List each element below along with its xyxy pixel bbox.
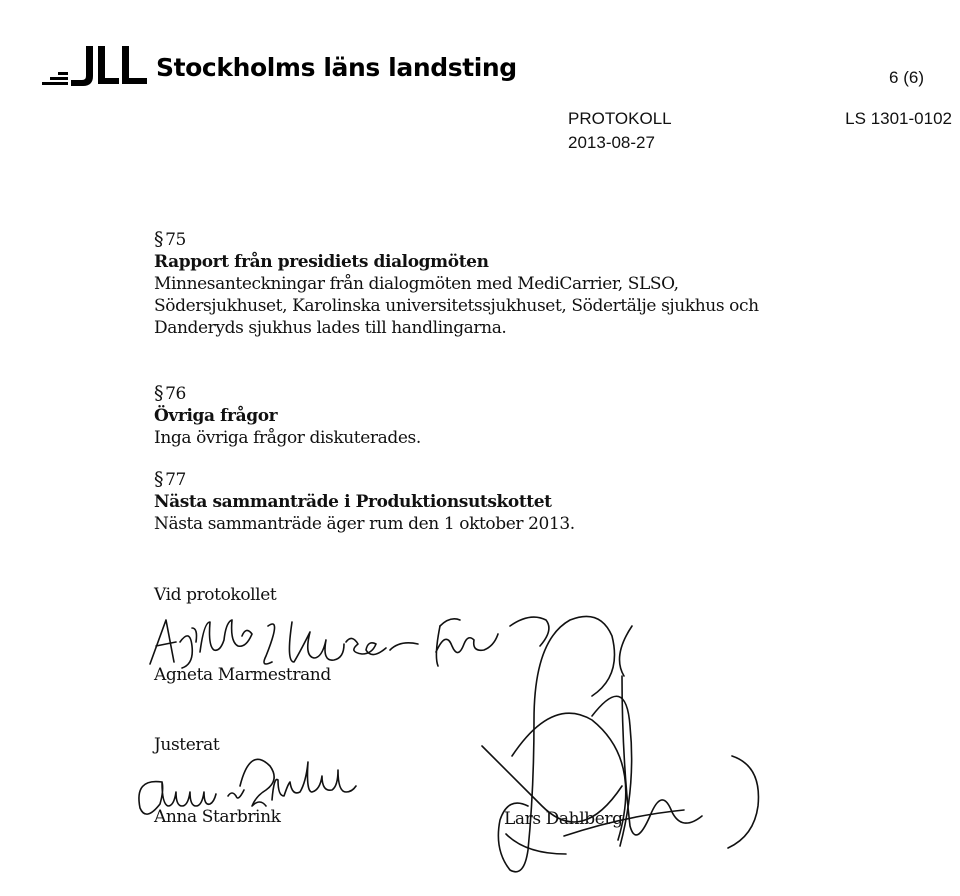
org-name: Stockholms läns landsting (156, 52, 517, 82)
section-number (154, 382, 421, 405)
section-number-value: 77 (165, 470, 186, 490)
document-type: PROTOKOLL (568, 109, 672, 128)
section-symbol: § (154, 228, 164, 250)
section-text-line: Nästa sammanträde äger rum den 1 oktober 2013. (154, 514, 575, 534)
minutes-label: Vid protokollet (154, 585, 277, 605)
section-76 (154, 382, 421, 449)
section-text-line: Minnesanteckningar från dialogmöten med MediCarrier, SLSO, (154, 274, 679, 294)
section-text-line: Södersjukhuset, Karolinska universitetssjukhuset, Södertälje sjukhus och (154, 296, 759, 316)
adjusted-label: Justerat (154, 735, 220, 755)
document-reference: LS 1301-0102 (845, 109, 952, 128)
section-symbol: § (154, 468, 164, 490)
handwritten-signature-icon (472, 606, 792, 876)
document-type-block (568, 107, 672, 155)
section-number (154, 228, 759, 251)
section-number (154, 468, 575, 491)
section-title: Nästa sammanträde i Produktionsutskottet (154, 492, 552, 512)
section-number-value: 76 (165, 384, 186, 404)
section-symbol: § (154, 382, 164, 404)
sll-logo-icon (34, 42, 152, 92)
section-title: Rapport från presidiets dialogmöten (154, 252, 489, 272)
section-text-line: Inga övriga frågor diskuterades. (154, 428, 421, 448)
section-77 (154, 468, 575, 535)
document-date: 2013-08-27 (568, 133, 655, 152)
section-text-line: Danderyds sjukhus lades till handlingarna. (154, 318, 507, 338)
section-title: Övriga frågor (154, 406, 278, 426)
signer-name: Anna Starbrink (154, 807, 281, 827)
signer-name: Lars Dahlberg (504, 809, 623, 829)
section-number-value: 75 (165, 230, 186, 250)
org-logo (34, 42, 517, 92)
signer-name: Agneta Marmestrand (154, 665, 331, 685)
page-number: 6 (6) (889, 68, 924, 87)
section-75 (154, 228, 759, 339)
